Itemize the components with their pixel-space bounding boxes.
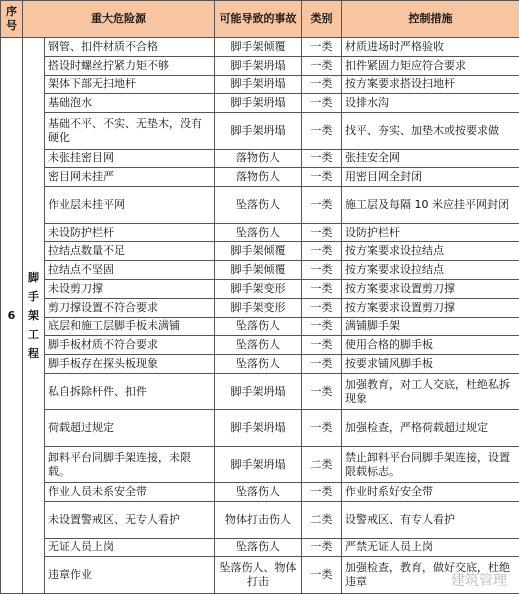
table-body [1, 38, 519, 594]
control-cell: 设防护栏杆 [342, 223, 519, 242]
accident-cell: 脚手架坍塌 [215, 56, 302, 75]
accident-cell: 脚手架坍塌 [215, 75, 302, 94]
category-cell: 一类 [302, 94, 342, 113]
hazard-cell: 未张挂密目网 [45, 149, 215, 168]
accident-cell: 落物伤人 [215, 149, 302, 168]
category-cell: 一类 [302, 279, 342, 298]
category-cell: 一类 [302, 410, 342, 446]
table-row [1, 446, 519, 482]
category-cell: 二类 [302, 446, 342, 482]
hazard-cell: 私自拆除杆件、扣件 [45, 373, 215, 409]
table-row [1, 56, 519, 75]
header-category: 类别 [302, 1, 342, 38]
table-row [1, 242, 519, 261]
table-row [1, 410, 519, 446]
table-row [1, 317, 519, 336]
hazard-cell: 剪刀撑设置不符合要求 [45, 298, 215, 317]
control-cell: 张挂安全网 [342, 149, 519, 168]
hazard-cell: 底层和施工层脚手板未满铺 [45, 317, 215, 336]
hazard-cell: 无证人员上岗 [45, 538, 215, 557]
accident-cell: 脚手架坍塌 [215, 94, 302, 113]
accident-cell: 脚手架倾覆 [215, 242, 302, 261]
table-row [1, 113, 519, 149]
table-row [1, 538, 519, 557]
control-cell: 施工层及每隔 10 米应挂平网封闭 [342, 187, 519, 223]
category-cell: 一类 [302, 56, 342, 75]
category-cell: 一类 [302, 261, 342, 280]
accident-cell: 脚手架坍塌 [215, 410, 302, 446]
accident-cell: 落物伤人 [215, 168, 302, 187]
control-cell: 设排水沟 [342, 94, 519, 113]
accident-cell: 脚手架坍塌 [215, 113, 302, 149]
table-row [1, 279, 519, 298]
table-row [1, 94, 519, 113]
accident-cell: 坠落伤人 [215, 223, 302, 242]
category-cell: 二类 [302, 502, 342, 538]
hazard-cell: 未设置警戒区、无专人看护 [45, 502, 215, 538]
accident-cell: 脚手架坍塌 [215, 373, 302, 409]
control-cell: 用密目网全封闭 [342, 168, 519, 187]
group-name-char: 手 [28, 290, 39, 303]
hazard-cell: 脚手板存在探头板现象 [45, 355, 215, 374]
control-cell: 扣件紧固力矩应符合要求 [342, 56, 519, 75]
category-cell: 一类 [302, 373, 342, 409]
group-name [23, 38, 45, 594]
table-row [1, 38, 519, 57]
accident-cell: 脚手架变形 [215, 279, 302, 298]
group-name-char: 工 [28, 328, 39, 341]
header-row [1, 1, 519, 38]
hazard-cell: 作业人员未系安全带 [45, 483, 215, 502]
control-cell: 按方案要求设拉结点 [342, 261, 519, 280]
accident-cell: 坠落伤人 [215, 483, 302, 502]
accident-cell: 脚手架坍塌 [215, 446, 302, 482]
category-cell: 一类 [302, 242, 342, 261]
table-row [1, 187, 519, 223]
header-hazard: 重大危险源 [23, 1, 215, 38]
control-cell: 按方案要求设置剪刀撑 [342, 279, 519, 298]
accident-cell: 物体打击伤人 [215, 502, 302, 538]
watermark: 建筑管理 [451, 573, 507, 589]
hazard-cell: 拉结点不坚固 [45, 261, 215, 280]
table-row [1, 149, 519, 168]
control-cell: 按方案要求搭设扫地杆 [342, 75, 519, 94]
header-control: 控制措施 [342, 1, 519, 38]
table-row [1, 168, 519, 187]
table-row [1, 336, 519, 355]
accident-cell: 脚手架倾覆 [215, 38, 302, 57]
control-cell: 找平、夯实、加垫木或按要求做 [342, 113, 519, 149]
accident-cell: 坠落伤人、物体打击 [215, 557, 302, 594]
hazard-cell: 拉结点数量不足 [45, 242, 215, 261]
hazard-cell: 架体下部无扫地杆 [45, 75, 215, 94]
table-row [1, 373, 519, 409]
category-cell: 一类 [302, 187, 342, 223]
accident-cell: 坠落伤人 [215, 317, 302, 336]
control-cell: 作业时系好安全带 [342, 483, 519, 502]
accident-cell: 坠落伤人 [215, 336, 302, 355]
accident-cell: 坠落伤人 [215, 187, 302, 223]
control-cell: 加强教育，对工人交底，杜绝私拆现象 [342, 373, 519, 409]
control-cell: 按要求铺风脚手板 [342, 355, 519, 374]
category-cell: 一类 [302, 168, 342, 187]
table-row [1, 483, 519, 502]
hazard-cell: 搭设时螺丝拧紧力矩不够 [45, 56, 215, 75]
control-cell: 材质进场时严格验收 [342, 38, 519, 57]
category-cell: 一类 [302, 75, 342, 94]
table-row [1, 502, 519, 538]
control-cell: 禁止卸料平台同脚手架连接，设置限载标志。 [342, 446, 519, 482]
hazard-cell: 未设剪刀撑 [45, 279, 215, 298]
control-cell: 加强检查，教育，做好交底，杜绝违章 [342, 557, 519, 594]
category-cell: 一类 [302, 317, 342, 336]
control-cell: 按方案要求设拉结点 [342, 242, 519, 261]
accident-cell: 坠落伤人 [215, 538, 302, 557]
category-cell: 一类 [302, 298, 342, 317]
hazard-cell: 基础泡水 [45, 94, 215, 113]
header-accident: 可能导致的事故 [215, 1, 302, 38]
header-seq: 序号 [1, 1, 23, 38]
group-name-char: 程 [28, 347, 39, 360]
table-row [1, 223, 519, 242]
category-cell: 一类 [302, 38, 342, 57]
hazard-cell: 荷载超过规定 [45, 410, 215, 446]
control-cell: 使用合格的脚手板 [342, 336, 519, 355]
table-row [1, 75, 519, 94]
category-cell: 一类 [302, 223, 342, 242]
accident-cell: 脚手架倾覆 [215, 261, 302, 280]
category-cell: 一类 [302, 336, 342, 355]
control-cell: 严禁无证人员上岗 [342, 538, 519, 557]
hazard-cell: 脚手板材质不符合要求 [45, 336, 215, 355]
table-row [1, 261, 519, 280]
hazard-cell: 卸料平台同脚手架连接，未限载。 [45, 446, 215, 482]
hazard-cell: 作业层未挂平网 [45, 187, 215, 223]
hazard-cell: 违章作业 [45, 557, 215, 594]
category-cell: 一类 [302, 483, 342, 502]
category-cell: 一类 [302, 355, 342, 374]
table-row [1, 298, 519, 317]
control-cell: 满铺脚手架 [342, 317, 519, 336]
group-seq: 6 [1, 38, 23, 594]
table-row [1, 355, 519, 374]
accident-cell: 脚手架变形 [215, 298, 302, 317]
category-cell: 一类 [302, 113, 342, 149]
category-cell: 一类 [302, 557, 342, 594]
group-name-char: 脚 [28, 271, 39, 284]
hazard-cell: 钢管、扣件材质不合格 [45, 38, 215, 57]
control-cell: 加强检查，严格荷载超过规定 [342, 410, 519, 446]
hazard-cell: 未设防护栏杆 [45, 223, 215, 242]
hazard-cell: 密目网未挂严 [45, 168, 215, 187]
group-name-char: 架 [28, 309, 39, 322]
control-cell: 按方案要求设置剪刀撑 [342, 298, 519, 317]
category-cell: 一类 [302, 538, 342, 557]
control-cell: 设警戒区、有专人看护 [342, 502, 519, 538]
category-cell: 一类 [302, 149, 342, 168]
hazard-cell: 基础不平、不实、无垫木，没有硬化 [45, 113, 215, 149]
accident-cell: 坠落伤人 [215, 355, 302, 374]
table-row [1, 557, 519, 594]
